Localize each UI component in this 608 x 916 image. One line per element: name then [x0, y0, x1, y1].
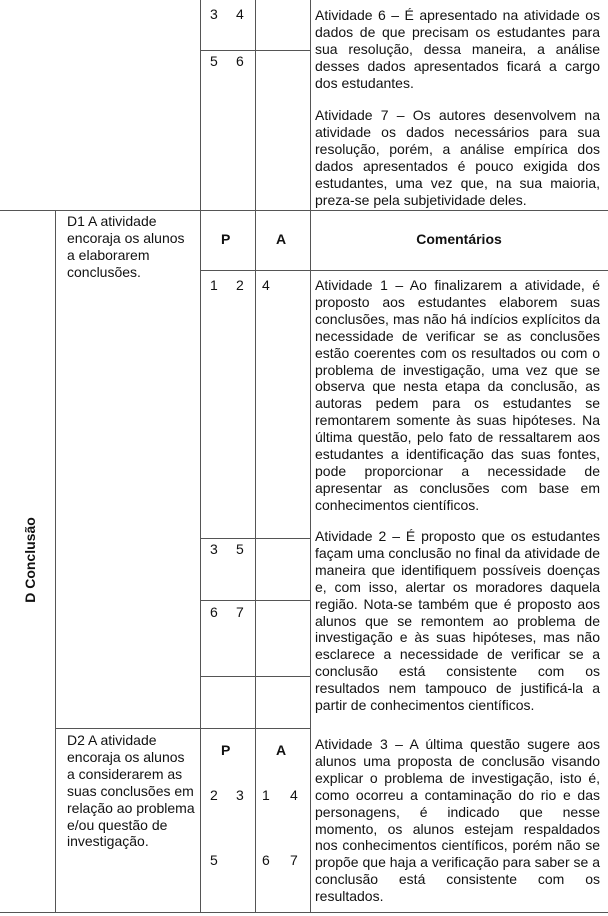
d2-row2-p1: 5: [210, 852, 218, 868]
d2-row2-a2: 7: [290, 852, 298, 868]
top-row2-p2: 6: [236, 53, 244, 69]
d1-row1-p2: 2: [236, 277, 244, 293]
top-d1-divider: [0, 210, 608, 211]
criterion-d2-label: D2 A atividade encoraja os alunos a considerarem as suas conclusões em relação ao problema e/ou questão de investigação.: [67, 732, 195, 850]
d2-row1-a1: 1: [262, 787, 270, 803]
d2-row1-a2: 4: [290, 787, 298, 803]
d1-row1-p1: 1: [210, 277, 218, 293]
d1-row1-a1: 4: [262, 277, 270, 293]
d1-header-comentarios: Comentários: [416, 231, 502, 247]
comment-atividade-1: Atividade 1 – Ao finalizarem a atividade, é proposto aos estudantes elaborem suas conclusões, mas não há indícios explícitos da necessidade de verificar se as conclusões estão coerentes com os resultados ou com o problema de investigação, uma vez que se observa que nesta etapa da conclusão, as autoras pedem para os estudantes se remontarem somente às suas hipóteses. Na última questão, pelo fato de ressaltarem aos estudantes a identificação das suas fontes, pode proporcionar a necessidade de apresentar as conclusões com base em conhecimentos científicos.: [315, 277, 600, 513]
comment-atividade-3: Atividade 3 – A última questão sugere aos alunos uma proposta de conclusão visando explicar o problema de investigação, isto é, como ocorreu a contaminação do rio e das personagens, é indicado que nesse momento, os alunos estejam respaldados nos conhecimentos científicos, porém não se propõe que haja a verificação para saber se a conclusão está consistente com os resultados.: [315, 736, 600, 905]
d1-row2-p1: 3: [210, 541, 218, 557]
section-label-d-conclusao: [22, 510, 38, 610]
top-row2-p1: 5: [210, 53, 218, 69]
criterion-col-border: [200, 0, 201, 912]
table-bottom-border: [0, 912, 608, 913]
d1-row3-p1: 6: [210, 604, 218, 620]
d1-row3-p2: 7: [236, 604, 244, 620]
comment-atividade-7: Atividade 7 – Os autores desenvolvem na atividade os dados necessários para sua resolução, porém, a análise empírica dos dados apresentados é pouco exigida dos estudantes, uma vez que, na sua maioria, preza-se pela subjetividade deles.: [315, 107, 600, 208]
top-row1-p1: 3: [210, 6, 218, 22]
top-row1-p2: 4: [236, 6, 244, 22]
d2-row2-a1: 6: [262, 852, 270, 868]
section-label-text: D Conclusão: [22, 517, 38, 603]
comment-atividade-2: Atividade 2 – É proposto que os estudantes façam uma conclusão no final da atividade de maneira que identifiquem possíveis doenças e, com isso, alertar os moradores daquela região. Nota-se também que é proposto aos alunos que se remontem ao problema de investigação e às suas hipóteses, mas não esclarece a necessidade de verificar se a conclusão está consistente com os resultados nem tampouco de justificá-la a partir de conhecimentos científicos.: [315, 528, 600, 714]
section-col-border: [55, 210, 56, 912]
d2-header-a: A: [276, 742, 287, 758]
d1-header-divider: [200, 270, 608, 271]
d1-header-p: P: [221, 231, 231, 247]
d2-row1-p1: 2: [210, 787, 218, 803]
d1-d2-divider: [55, 728, 310, 729]
a-comments-col-border: [310, 0, 311, 912]
p-a-col-border: [255, 0, 256, 912]
criterion-d1-label: D1 A atividade encoraja os alunos a elaborarem conclusões.: [67, 213, 185, 280]
d2-row1-p2: 3: [236, 787, 244, 803]
d1-row2-p2: 5: [236, 541, 244, 557]
d2-header-p: P: [221, 742, 231, 758]
d1-header-a: A: [276, 231, 287, 247]
comment-atividade-6: Atividade 6 – É apresentado na atividade os dados de que precisam os estudantes para sua resolução, dessa maneira, a análise desses dados apresentados ficará a cargo dos estudantes.: [315, 7, 600, 91]
